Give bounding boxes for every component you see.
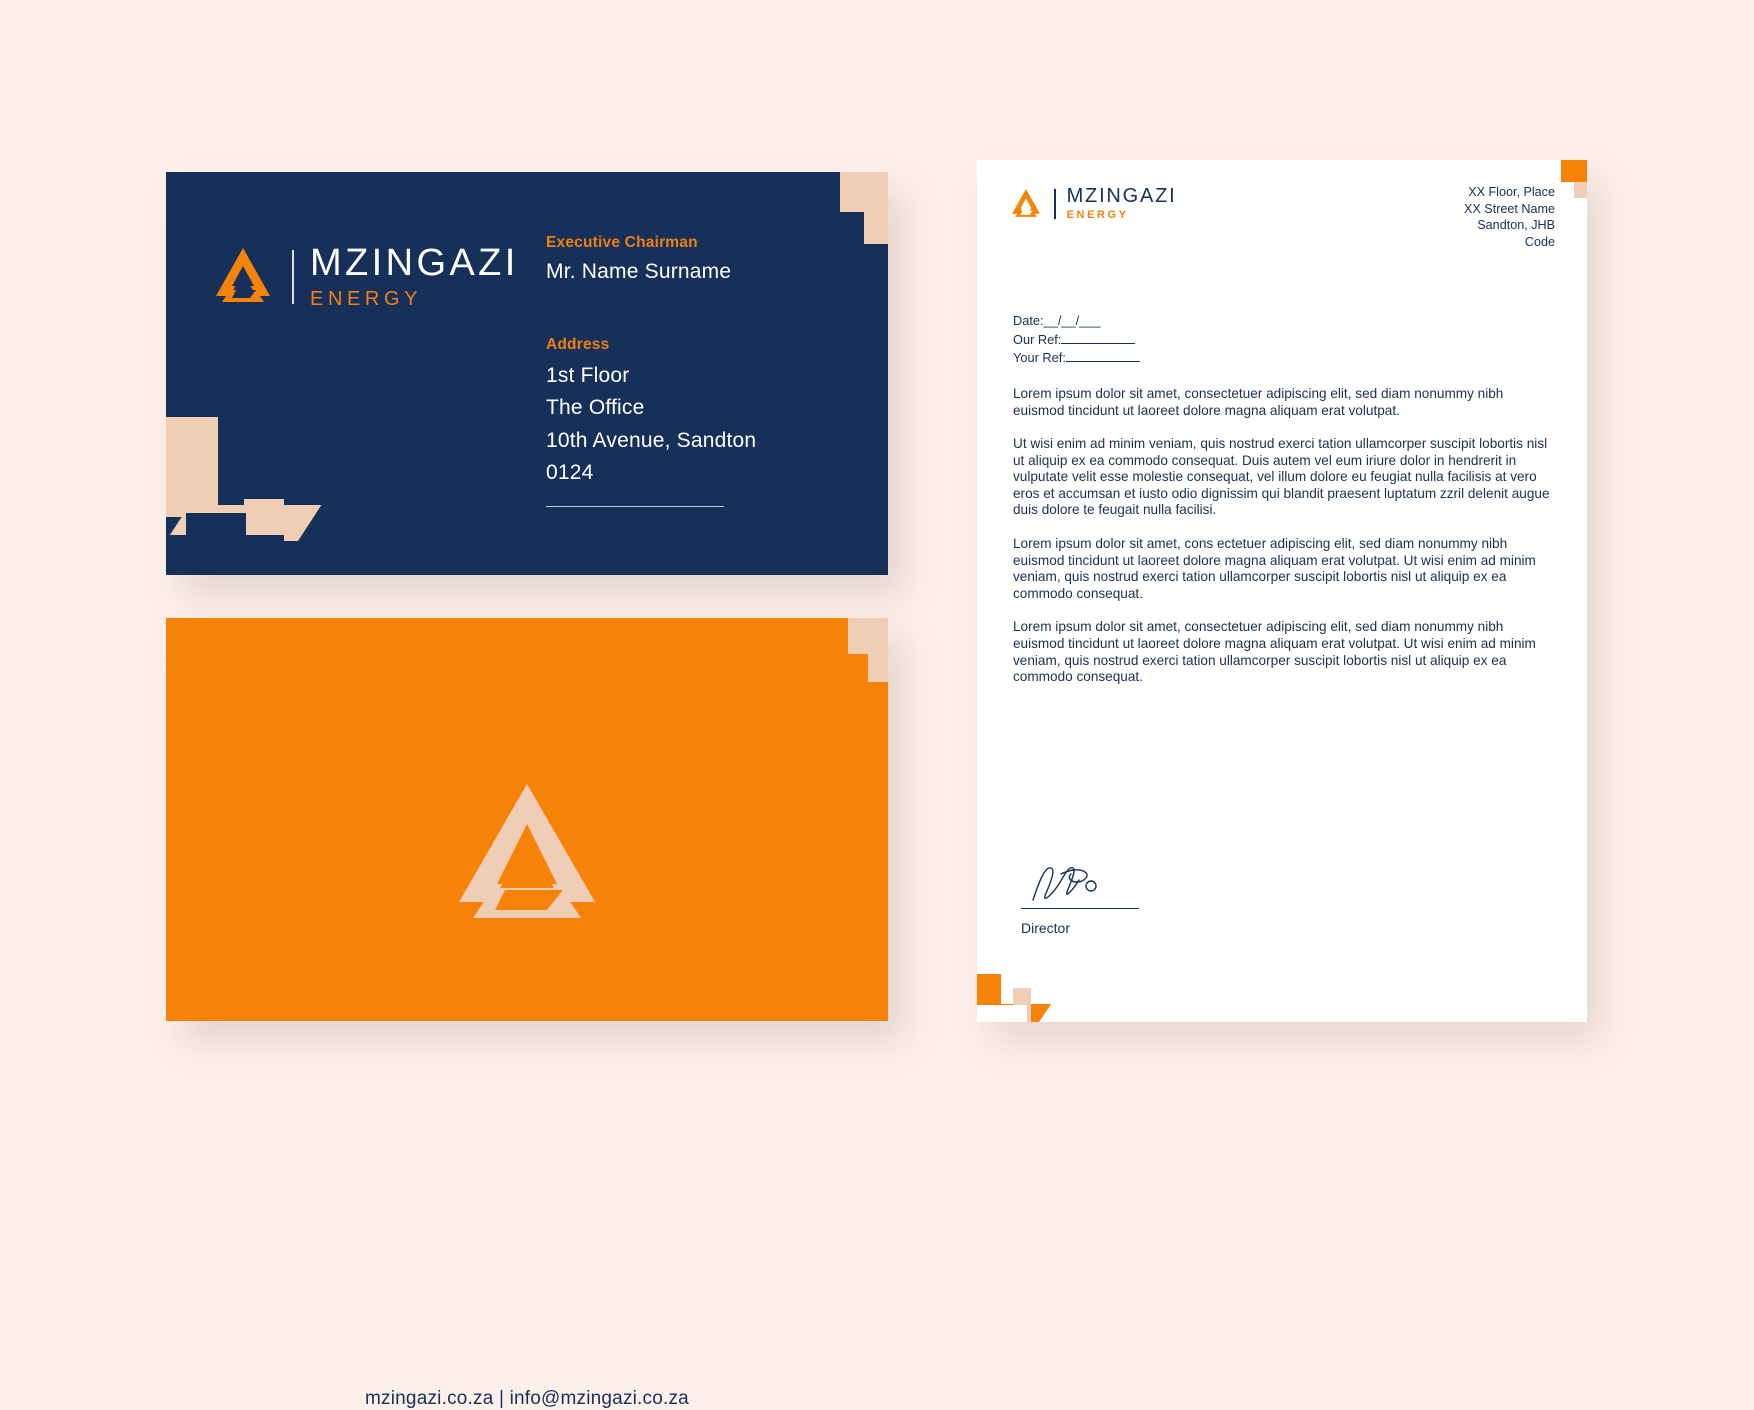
your-ref-label: Your Ref: xyxy=(1013,350,1066,366)
corner-accent-top-right xyxy=(1561,160,1587,182)
address-label: Address xyxy=(546,336,610,353)
handwritten-signature-icon xyxy=(1021,860,1211,906)
address-underline xyxy=(546,506,724,507)
corner-accent-top-right xyxy=(840,172,888,244)
brand-name: MZINGAZI xyxy=(310,242,519,284)
your-ref-value[interactable] xyxy=(1066,361,1140,362)
body-paragraph: Ut wisi enim ad minim veniam, quis nostrud exerci tation ullamcorper suscipit lobortis nisl ut aliquip ex ea commodo consequat. Duis autem vel eum iriure dolor in hendrerit in vulputate velit esse molestie consequat, vel illum dolore eu feugiat nulla facilisis at vero eros et accumsan et iusto odio dignissim qui blandit praesent luptatum zzril delenit augue duis dolore te feugait nulla facilisi. xyxy=(1013,436,1550,518)
address-line: 10th Avenue, Sandton xyxy=(546,428,757,452)
mzingazi-triangle-logo-icon xyxy=(1009,188,1043,220)
address-line: 1st Floor xyxy=(546,364,630,387)
body-paragraph: Lorem ipsum dolor sit amet, consectetuer adipiscing elit, sed diam nonummy nibh euismod tincidunt ut laoreet dolore magna aliquam erat volutpat. Ut wisi enim ad minim veniam, quis nostrud exerci tation ullamcorper suscipit lobortis nisl ut aliquip ex ea commodo consequat. xyxy=(1013,619,1536,685)
card-front-details xyxy=(546,234,846,507)
corner-accent-bottom-left xyxy=(166,395,316,575)
brand-name: MZINGAZI xyxy=(1066,185,1177,207)
date-value[interactable]: __/__/___ xyxy=(1043,313,1101,328)
corner-accent-top-right xyxy=(848,618,888,654)
your-ref-row xyxy=(1013,349,1140,368)
body-paragraph: Lorem ipsum dolor sit amet, cons ectetuer adipiscing elit, sed diam nonummy nibh euismod tincidunt ut laoreet dolore magna aliquam erat volutpat. Ut wisi enim ad minim veniam, quis nostrud exerci tation ullamcorper suscipit lobortis nisl ut aliquip ex ea commodo consequat. xyxy=(1013,536,1536,601)
logo-divider xyxy=(292,250,294,304)
card-front-address-block xyxy=(546,336,846,507)
business-card-front xyxy=(166,172,888,575)
mzingazi-triangle-logo-icon xyxy=(447,780,607,932)
our-ref-label: Our Ref: xyxy=(1013,331,1062,347)
person-name: Mr. Name Surname xyxy=(546,260,732,283)
corner-accent-top-right-secondary xyxy=(1574,182,1587,198)
letterhead-body-copy xyxy=(1013,386,1551,703)
address-line: XX Floor, Place xyxy=(1468,185,1555,199)
letterhead-logo-lockup xyxy=(1009,186,1177,221)
address-line: 0124 xyxy=(546,461,594,485)
signature-label: Director xyxy=(1021,920,1071,936)
business-card-back xyxy=(166,618,888,1409)
card-back-contact: mzingazi.co.za | info@mzingazi.co.za xyxy=(365,1388,689,1409)
address-line: Sandton, JHB xyxy=(1477,218,1555,233)
date-row xyxy=(1013,312,1140,331)
logo-divider xyxy=(1054,189,1056,219)
letterhead-sheet xyxy=(977,160,1587,1022)
card-front-logo-lockup xyxy=(210,244,519,309)
brand-subtitle: ENERGY xyxy=(1066,209,1129,221)
corner-accent-top-right-secondary xyxy=(868,654,888,682)
our-ref-value[interactable] xyxy=(1061,343,1135,344)
letterhead-reference-block xyxy=(1013,312,1140,368)
date-label: Date: xyxy=(1013,313,1044,328)
mzingazi-triangle-logo-icon xyxy=(210,246,276,308)
signature-rule xyxy=(1021,908,1139,909)
letterhead-address-block xyxy=(1464,184,1555,250)
address-line: Code xyxy=(1524,234,1555,249)
card-front-wordmark xyxy=(310,244,519,309)
job-title-label: Executive Chairman xyxy=(546,234,698,251)
letterhead-wordmark xyxy=(1067,186,1177,221)
body-paragraph: Lorem ipsum dolor sit amet, consectetuer adipiscing elit, sed diam nonummy nibh euismod tincidunt ut laoreet dolore magna aliquam erat volutpat. xyxy=(1013,386,1504,418)
address-line: XX Street Name xyxy=(1464,201,1555,216)
brand-subtitle: ENERGY xyxy=(310,288,423,310)
our-ref-row xyxy=(1013,331,1140,350)
corner-accent-bottom-left xyxy=(977,944,1061,1022)
signature-block xyxy=(1021,860,1211,936)
address-line: The Office xyxy=(546,396,645,420)
